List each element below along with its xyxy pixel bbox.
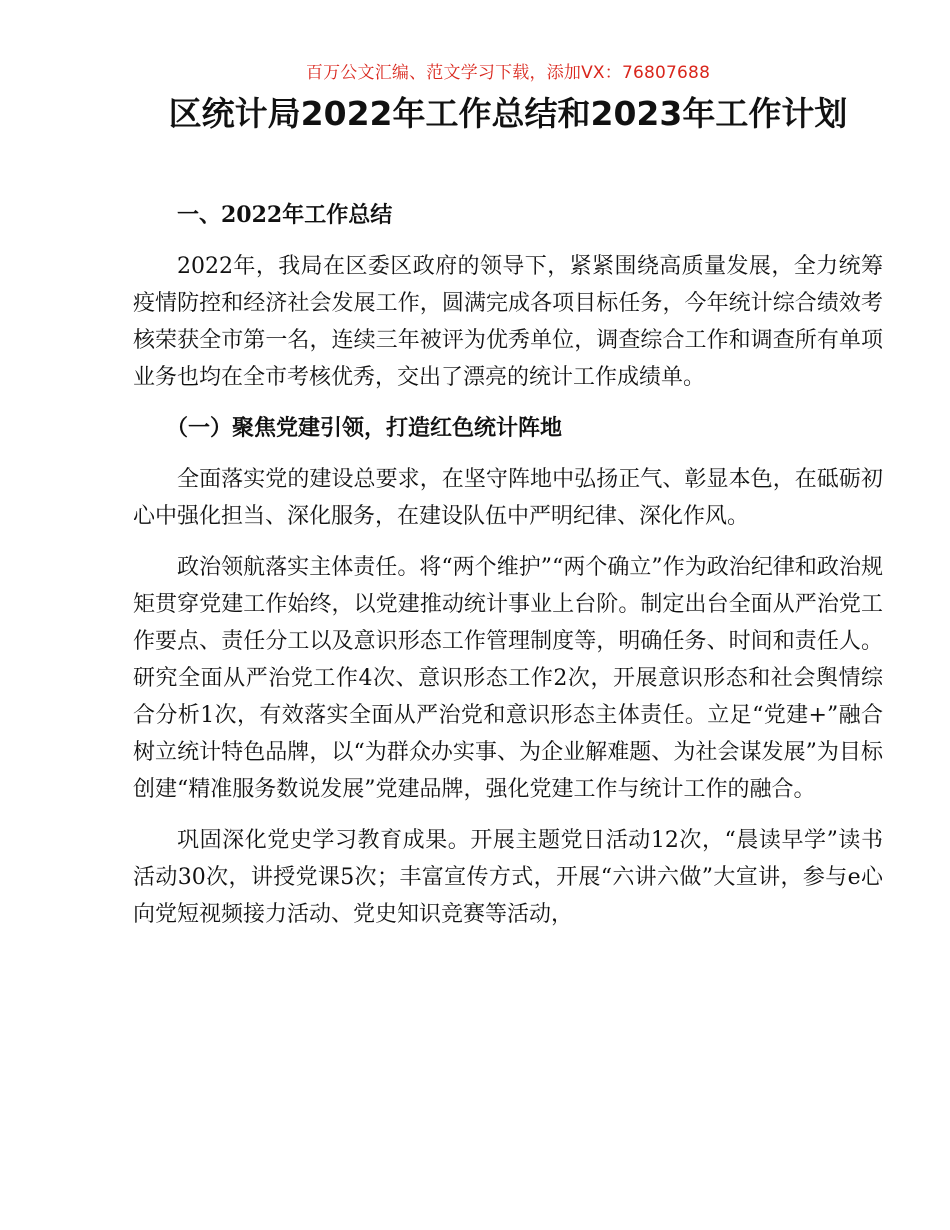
paragraph: 政治领航落实主体责任。将“两个维护”“两个确立”作为政治纪律和政治规矩贯穿党建工作始终，以党建推动统计事业上台阶。制定出台全面从严治党工作要点、责任分工以及意识形态工作管理制度等，明确任务、时间和责任人。研究全面从严治党工作4次、意识形态工作2次，开展意识形态和社会舆情综合分析1次，有效落实全面从严治党和意识形态主体责任。立足“党建+”融合树立统计特色品牌，以“为群众办实事、为企业解难题、为社会谋发展”为目标创建“精准服务数说发展”党建品牌，强化党建工作与统计工作的融合。 bbox=[133, 555, 883, 802]
paragraph: 全面落实党的建设总要求，在坚守阵地中弘扬正气、彰显本色，在砥砺初心中强化担当、深化服务，在建设队伍中严明纪律、深化作风。 bbox=[133, 467, 883, 529]
subsection-heading: （一）聚焦党建引领，打造红色统计阵地 bbox=[166, 415, 563, 441]
paragraph: 2022年，我局在区委区政府的领导下，紧紧围绕高质量发展，全力统筹疫情防控和经济社会发展工作，圆满完成各项目标任务，今年统计综合绩效考核荣获全市第一名，连续三年被评为优秀单位，调查综合工作和调查所有单项业务也均在全市考核优秀，交出了漂亮的统计工作成绩单。 bbox=[133, 254, 883, 390]
document-title: 区统计局2022年工作总结和2023年工作计划 bbox=[168, 94, 848, 133]
paragraph: 巩固深化党史学习教育成果。开展主题党日活动12次，“晨读早学”读书活动30次，讲授党课5次；丰富宣传方式，开展“六讲六做”大宣讲，参与e心向党短视频接力活动、党史知识竞赛等活动， bbox=[133, 828, 883, 927]
document-body bbox=[133, 197, 883, 947]
watermark-text: 百万公文汇编、范文学习下载，添加VX：76807688 bbox=[305, 63, 711, 83]
section-heading: 一、2022年工作总结 bbox=[177, 202, 393, 228]
